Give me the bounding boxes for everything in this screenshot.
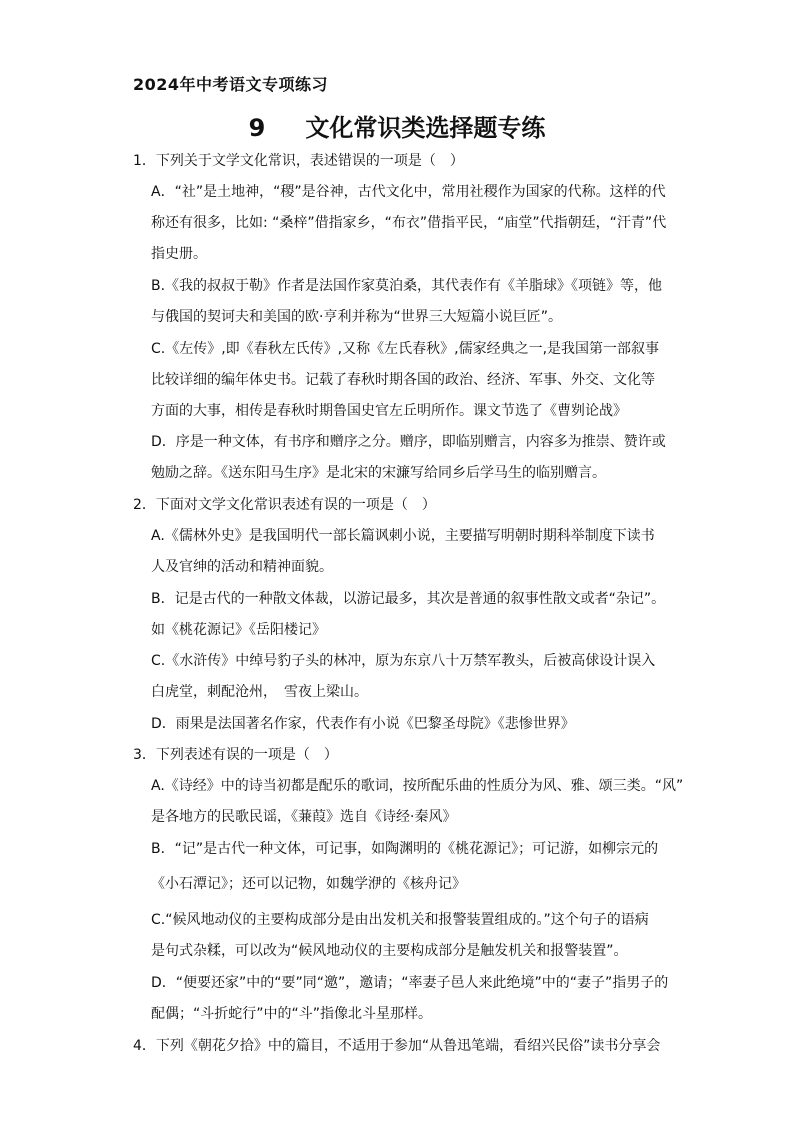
answer-option: 配偶；“斗折蛇行”中的“斗”指像北斗星那样。 — [151, 1006, 433, 1022]
answer-option: B.《我的叔叔于勒》作者是法国作家莫泊桑，其代表作有《羊脂球》《项链》等，他 — [151, 278, 663, 294]
answer-option: 人及官绅的活动和精神面貌。 — [151, 559, 333, 575]
answer-option: C.《水浒传》中绰号豹子头的林冲，原为东京八十万禁军教头，后被高俅设计误入 — [151, 653, 656, 669]
answer-option: 是句式杂糅，可以改为“候风地动仪的主要构成部分是触发机关和报警装置”。 — [151, 943, 628, 959]
answer-option: 白虎堂，刺配沧州， 雪夜上梁山。 — [151, 684, 368, 700]
answer-option: 《小石潭记》；还可以记物，如魏学洢的《核舟记》 — [151, 876, 466, 892]
answer-option: 勉励之辞。《送东阳马生序》是北宋的宋濂写给同乡后学马生的临别赠言。 — [151, 465, 606, 481]
answer-option: 称还有很多，比如: “桑梓”借指家乡，“布衣”借指平民，“庙堂”代指朝廷，“汗青”代 — [151, 215, 667, 231]
answer-option: 如《桃花源记》《岳阳楼记》 — [151, 622, 326, 638]
answer-option: A．“社”是土地神，“稷”是谷神，古代文化中，常用社稷作为国家的代称。这样的代 — [151, 184, 666, 200]
document-title — [0, 108, 794, 143]
answer-option: D．序是一种文体，有书序和赠序之分。赠序，即临别赠言，内容多为推崇、赞许或 — [151, 434, 666, 450]
answer-option: D．雨果是法国著名作家，代表作有小说《巴黎圣母院》《悲惨世界》 — [151, 716, 575, 732]
question-stem: 2．下面对文学文化常识表述有误的一项是（ ） — [133, 497, 436, 513]
title-text: 文化常识类选择题专练 — [305, 114, 546, 142]
answer-option: B．记是古代的一种散文体裁，以游记最多，其次是普通的叙事性散文或者“杂记”。 — [151, 591, 666, 607]
answer-option: 比较详细的编年体史书。记载了春秋时期各国的政治、经济、军事、外交、文化等 — [151, 372, 655, 388]
answer-option: B．“记”是古代一种文体，可记事，如陶渊明的《桃花源记》；可记游，如柳宗元的 — [151, 841, 659, 857]
question-stem: 3．下列表述有误的一项是（ ） — [133, 747, 338, 763]
answer-option: 指史册。 — [151, 246, 207, 262]
answer-option: 是各地方的民歌民谣，《蒹葭》选自《诗经·秦风》 — [151, 809, 457, 825]
title-number: 9 — [248, 114, 266, 142]
answer-option: C.“候风地动仪的主要构成部分是由出发机关和报警装置组成的。”这个句子的语病 — [151, 912, 649, 928]
question-stem: 4．下列《朝花夕拾》中的篇目，不适用于参加“从鲁迅笔端，看绍兴民俗”读书分享会 — [133, 1038, 661, 1054]
question-stem: 1．下列关于文学文化常识，表述错误的一项是（ ） — [133, 153, 464, 169]
answer-option: A.《诗经》中的诗当初都是配乐的歌词，按所配乐曲的性质分为风、雅、颂三类。“风” — [151, 778, 684, 794]
answer-option: 方面的大事，相传是春秋时期鲁国史官左丘明所作。课文节选了《曹刿论战》 — [151, 403, 627, 419]
answer-option: C.《左传》,即《春秋左氏传》,又称《左氏春秋》,儒家经典之一,是我国第一部叙事 — [151, 341, 660, 357]
answer-option: A.《儒林外史》是我国明代一部长篇讽刺小说，主要描写明朝时期科举制度下读书 — [151, 528, 655, 544]
answer-option: 与俄国的契诃夫和美国的欧·亨利并称为“世界三大短篇小说巨匠”。 — [151, 309, 562, 325]
document-header: 2024年中考语文专项练习 — [133, 75, 329, 94]
answer-option: D．“便要还家”中的“要”同“邀”，邀请；“率妻子邑人来此绝境”中的“妻子”指男子的 — [151, 975, 669, 991]
